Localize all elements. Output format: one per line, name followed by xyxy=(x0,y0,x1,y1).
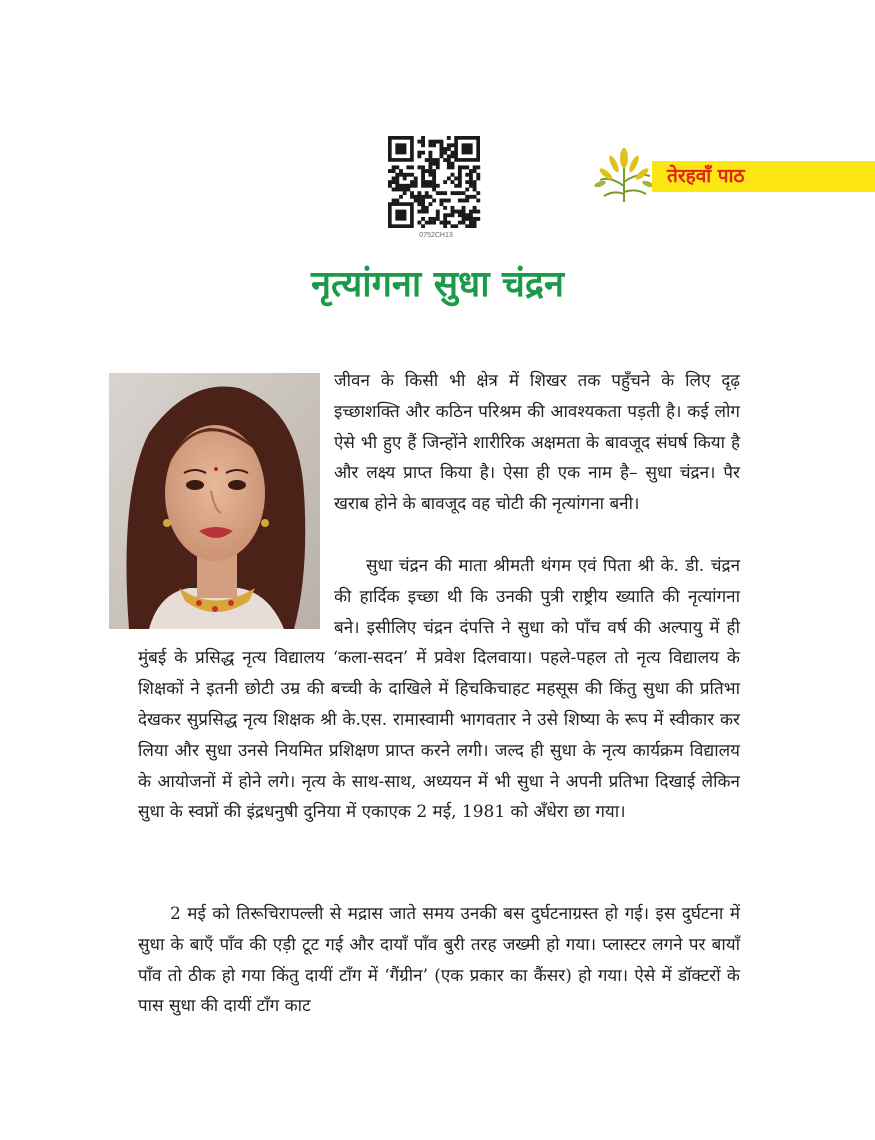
qr-code-image xyxy=(388,136,484,228)
paragraph-intro xyxy=(334,366,740,520)
lesson-number: तेरहवाँ पाठ xyxy=(667,165,745,187)
paragraph-body xyxy=(138,551,740,828)
chapter-title: नृत्यांगना सुधा चंद्रन xyxy=(310,264,565,305)
qr-code-label: 0752CH13 xyxy=(419,232,453,239)
paragraph-3: 2 मई को तिरूचिरापल्ली से मद्रास जाते समय उनकी बस दुर्घटनाग्रस्त हो गई। इस दुर्घटना में सुधा के बाएँ पाँव की एड़ी टूट गई और दायाँ पाँव बुरी तरह जख्मी हो गया। प्लास्टर लगने पर बायाँ पाँव तो ठीक हो गया किंतु दायीं टाँग में ‘गैंग्रीन’ (एक प्रकार का कैंसर) हो गया। ऐसे में डॉक्टरों के पास सुधा की दायीं टाँग काट xyxy=(138,904,740,1017)
paragraph-1: जीवन के किसी भी क्षेत्र में शिखर तक पहुँचने के लिए दृढ़ इच्छाशक्ति और कठिन परिश्रम की आवश्यकता पड़ती है। कई लोग ऐसे भी हुए हैं जिन्होंने शारीरिक अक्षमता के बावजूद संघर्ष किया है और लक्ष्य प्राप्त किया है। ऐसा ही एक नाम है– सुधा चंद्रन। पैर खराब होने के बावजूद वह चोटी की नृत्यांगना बनी। xyxy=(334,371,740,515)
paragraph-2: सुधा चंद्रन की माता श्रीमती थंगम एवं पिता श्री के. डी. चंद्रन की हार्दिक इच्छा थी कि उनकी पुत्री राष्ट्रीय ख्याति की नृत्यांगना बने। इसीलिए चंद्रन दंपत्ति ने सुधा को पाँच वर्ष की अल्पायु में ही मुंबई के प्रसिद्ध नृत्य विद्यालय ‘कला-सदन’ में प्रवेश दिलवाया। पहले-पहल तो नृत्य विद्यालय के शिक्षकों ने इतनी छोटी उम्र की बच्ची के दाखिले में हिचकिचाहट महसूस की किंतु सुधा की प्रतिभा देखकर सुप्रसिद्ध नृत्य शिक्षक श्री के.एस. रामास्वामी भागवतार ने उसे शिष्या के रूप में स्वीकार कर लिया और सुधा उनसे नियमित प्रशिक्षण प्राप्त करने लगी। जल्द ही सुधा के नृत्य कार्यक्रम विद्यालय के आयोजनों में होने लगे। नृत्य के साथ-साथ, अध्ययन में भी सुधा ने अपनी प्रतिभा दिखाई लेकिन सुधा के स्वप्नों की इंद्रधनुषी दुनिया में एकाएक 2 मई, 1981 को अँधेरा छा गया। xyxy=(138,556,740,823)
wheat-emblem-icon xyxy=(592,146,656,204)
paragraph-accident xyxy=(138,899,740,1022)
